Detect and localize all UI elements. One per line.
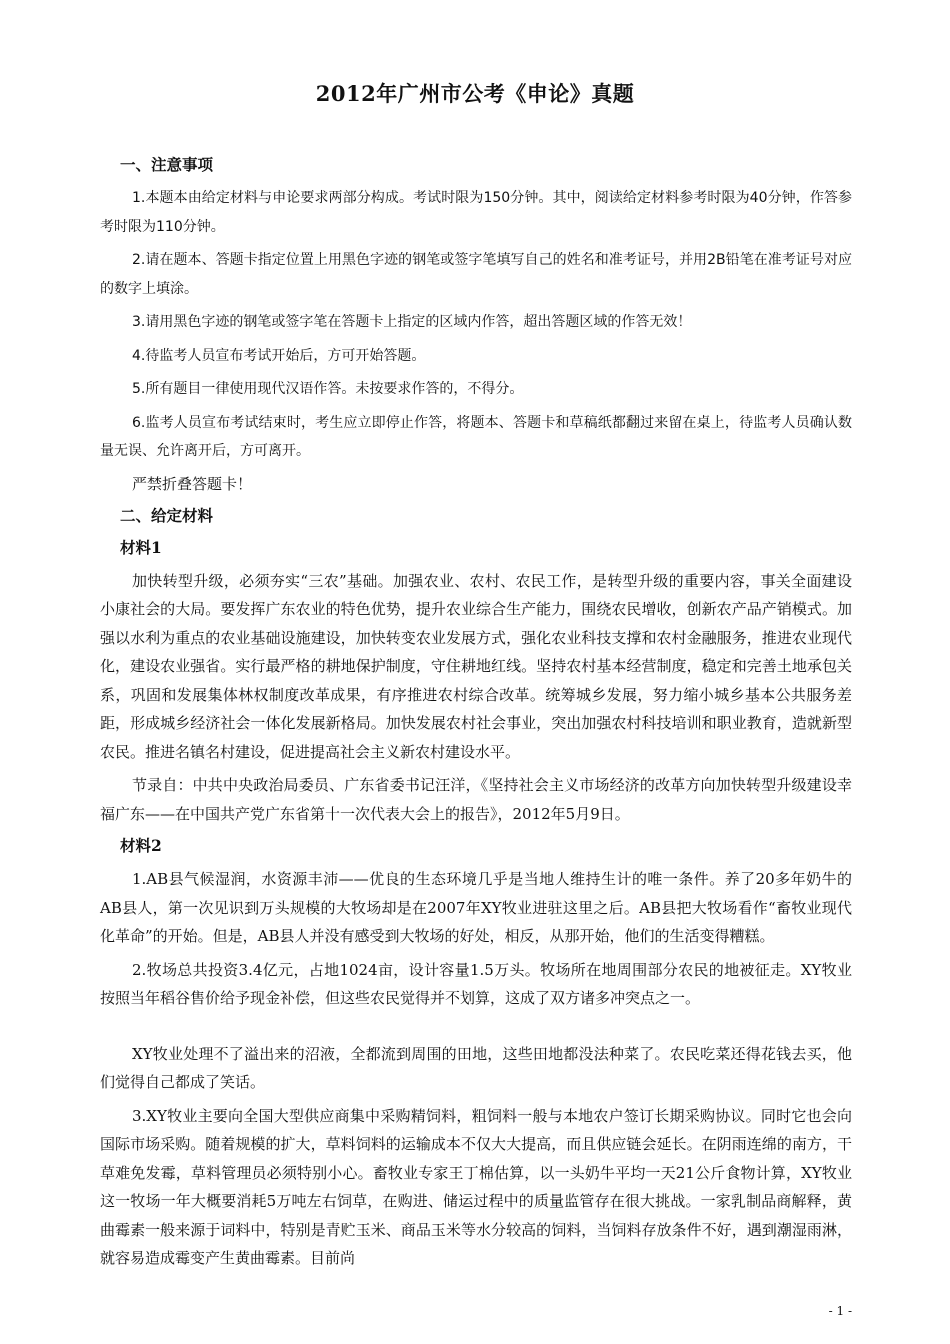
section-heading-materials: 二、给定材料 (120, 505, 214, 525)
paragraph-gap (100, 1018, 852, 1040)
note-item: 2.请在题本、答题卡指定位置上用黑色字迹的钢笔或签字笔填写自己的姓名和准考证号，并用2B铅笔在准考证号对应的数字上填涂。 (100, 252, 852, 297)
material-1-source: 节录自：中共中央政治局委员、广东省委书记汪洋，《坚持社会主义市场经济的改革方向加快转型升级建设幸福广东——在中国共产党广东省第十一次代表大会上的报告》，2012年5月9日。 (100, 776, 852, 823)
material-1-body: 加快转型升级，必须夯实“三农”基础。加强农业、农村、农民工作，是转型升级的重要内容，事关全面建设小康社会的大局。要发挥广东农业的特色优势，提升农业综合生产能力，围绕农民增收，创新农产品产销模式。加强以水利为重点的农业基础设施建设，加快转变农业发展方式，强化农业科技支撑和农村金融服务，推进农业现代化，建设农业强省。实行最严格的耕地保护制度，守住耕地红线。坚持农村基本经营制度，稳定和完善土地承包关系，巩固和发展集体林权制度改革成果，有序推进农村综合改革。统筹城乡发展，努力缩小城乡基本公共服务差距，形成城乡经济社会一体化发展新格局。加快发展农村社会事业，突出加强农村科技培训和职业教育，造就新型农民。推进名镇名村建设，促进提高社会主义新农村建设水平。 (100, 571, 852, 761)
material-1-label: 材料1 (120, 537, 162, 557)
document-body (100, 152, 852, 1278)
material-2-paragraph: 2.牧场总共投资3.4亿元，占地1024亩，设计容量1.5万头。牧场所在地周围部分农民的地被征走。XY牧业按照当年稻谷售价给予现金补偿，但这些农民觉得并不划算，这成了双方诸多冲突点之一。 (100, 960, 852, 1007)
note-item: 5.所有题目一律使用现代汉语作答。未按要求作答的，不得分。 (132, 381, 524, 397)
section-heading-notes: 一、注意事项 (120, 155, 214, 174)
note-item: 1.本题本由给定材料与申论要求两部分构成。考试时限为150分钟。其中，阅读给定材料参考时限为40分钟，作答参考时限为110分钟。 (100, 190, 852, 235)
warning-note: 严禁折叠答题卡！ (132, 474, 253, 493)
page-number: - 1 - (828, 1304, 852, 1318)
material-2-label: 材料2 (120, 836, 162, 855)
material-2-paragraph: 3.XY牧业主要向全国大型供应商集中采购精饲料，粗饲料一般与本地农户签订长期采购协议。同时它也会向国际市场采购。随着规模的扩大，草料饲料的运输成本不仅大大提高，而且供应链会延长。在阴雨连绵的南方，干草难免发霉，草料管理员必须特别小心。畜牧业专家王丁棉估算，以一头奶牛平均一天21公斤食物计算，XY牧业这一牧场一年大概要消耗5万吨左右饲草，在购进、储运过程中的质量监管存在很大挑战。一家乳制品商解释，黄曲霉素一般来源于词料中，特别是青贮玉米、商品玉米等水分较高的饲料，当饲料存放条件不好，遇到潮湿雨淋，就容易造成霉变产生黄曲霉素。目前尚 (100, 1106, 852, 1267)
note-item: 3.请用黑色字迹的钢笔或签字笔在答题卡上指定的区域内作答，超出答题区域的作答无效！ (132, 314, 692, 330)
note-item: 6.监考人员宣布考试结束时，考生应立即停止作答，将题本、答题卡和草稿纸都翻过来留在桌上，待监考人员确认数量无误、允许离开后，方可离开。 (100, 414, 852, 459)
material-2-paragraph: 1.AB县气候湿润，水资源丰沛——优良的生态环境几乎是当地人维持生计的唯一条件。养了20多年奶牛的AB县人，第一次见识到万头规模的大牧场却是在2007年XY牧业进驻这里之后。AB县把大牧场看作“畜牧业现代化革命”的开始。但是，AB县人并没有感受到大牧场的好处，相反，从那开始，他们的生活变得糟糕。 (100, 870, 852, 945)
note-item: 4.待监考人员宣布考试开始后，方可开始答题。 (132, 347, 426, 364)
page-title: 2012年广州市公考《申论》真题 (315, 81, 635, 106)
material-2-paragraph: XY牧业处理不了溢出来的沼液，全都流到周围的田地，这些田地都没法种菜了。农民吃菜还得花钱去买，他们觉得自己都成了笑话。 (100, 1044, 852, 1091)
